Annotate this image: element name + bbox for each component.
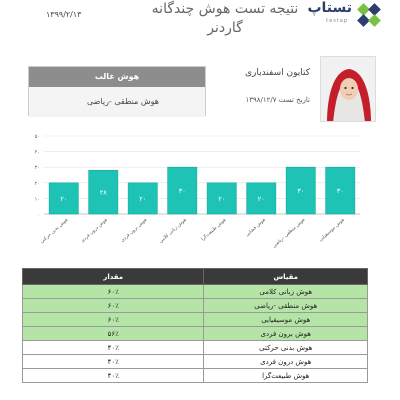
table-cell-amount: ۴۰٪	[23, 341, 204, 355]
table-cell-amount: ۵۶٪	[23, 327, 204, 341]
report-date: ۱۳۹۹/۲/۱۳	[46, 10, 82, 19]
logo-subtext: testap	[326, 18, 348, 24]
person-avatar-icon	[321, 57, 376, 122]
y-tick-label: ۴۰	[34, 149, 40, 156]
person-name: کتایون اسفندیاری	[244, 68, 310, 78]
testap-logo	[307, 0, 382, 34]
x-category-label: هوش زبانی کلامی	[158, 217, 188, 245]
page-title-line1: نتیجه تست هوش چندگانه	[151, 1, 299, 17]
bar-value-label: ۲۰	[257, 194, 265, 203]
logo-text: تستاپ	[307, 0, 352, 16]
table-cell-measure: هوش زبانی کلامی	[204, 285, 368, 299]
bar-value-label: ۲۰	[60, 194, 68, 203]
table-row	[23, 285, 368, 299]
y-tick-label: ۱۰	[34, 196, 40, 203]
y-tick-label: ۰	[37, 212, 40, 218]
dominant-intelligence-title: هوش غالب	[29, 67, 205, 87]
table-row	[23, 327, 368, 341]
bar-value-label: ۳۰	[336, 187, 344, 196]
table-row	[23, 355, 368, 369]
test-date: تاریخ تست ۱۳۹۸/۱۲/۷	[245, 96, 310, 104]
table-cell-measure: هوش درون فردی	[204, 355, 368, 369]
table-header-row	[23, 269, 368, 285]
table-row	[23, 369, 368, 383]
page-title-line2: گاردنر	[207, 20, 243, 36]
table-cell-measure: هوش منطقی -ریاضی	[204, 299, 368, 313]
x-category-label: هوش منطقی -ریاضی	[271, 217, 307, 250]
table-cell-measure: هوش طبیعت‌گرا	[204, 369, 368, 383]
column-header-measure: مقیاس	[204, 269, 368, 285]
table-cell-amount: ۴۰٪	[23, 369, 204, 383]
table-row	[23, 299, 368, 313]
y-tick-label: ۳۰	[34, 165, 40, 172]
results-table	[22, 268, 368, 383]
dominant-intelligence-box	[28, 66, 206, 116]
intelligence-bar-chart	[22, 128, 366, 256]
y-tick-label: ۵۰	[34, 134, 40, 140]
page-title	[150, 0, 300, 38]
table-cell-amount: ۶۰٪	[23, 299, 204, 313]
table-cell-amount: ۴۰٪	[23, 355, 204, 369]
bar-value-label: ۳۰	[297, 187, 305, 196]
table-row	[23, 313, 368, 327]
table-cell-measure: هوش برون فردی	[204, 327, 368, 341]
bar-value-label: ۲۰	[139, 194, 147, 203]
table-cell-measure: هوش موسیقیایی	[204, 313, 368, 327]
x-category-label: هوش موسیقیایی	[318, 217, 346, 244]
x-category-label: هوش بدنی حرکتی	[39, 217, 70, 245]
x-category-label: هوش فضایی	[244, 217, 267, 238]
profile-photo	[320, 56, 376, 122]
table-cell-measure: هوش بدنی حرکتی	[204, 341, 368, 355]
table-cell-amount: ۶۰٪	[23, 285, 204, 299]
bar-value-label: ۲۸	[99, 188, 107, 197]
x-category-label: هوش طبیعت‌گرا	[200, 217, 228, 243]
bar-value-label: ۳۰	[178, 187, 186, 196]
y-tick-label: ۲۰	[34, 180, 40, 187]
x-category-label: هوش برون فردی	[120, 217, 149, 244]
logo-mark-icon	[356, 2, 382, 28]
table-row	[23, 341, 368, 355]
dominant-intelligence-value: هوش منطقی -ریاضی	[29, 87, 205, 117]
x-category-label: هوش درون فردی	[80, 217, 109, 244]
bar-value-label: ۲۰	[218, 194, 226, 203]
column-header-amount: مقدار	[23, 269, 204, 285]
table-cell-amount: ۶۰٪	[23, 313, 204, 327]
